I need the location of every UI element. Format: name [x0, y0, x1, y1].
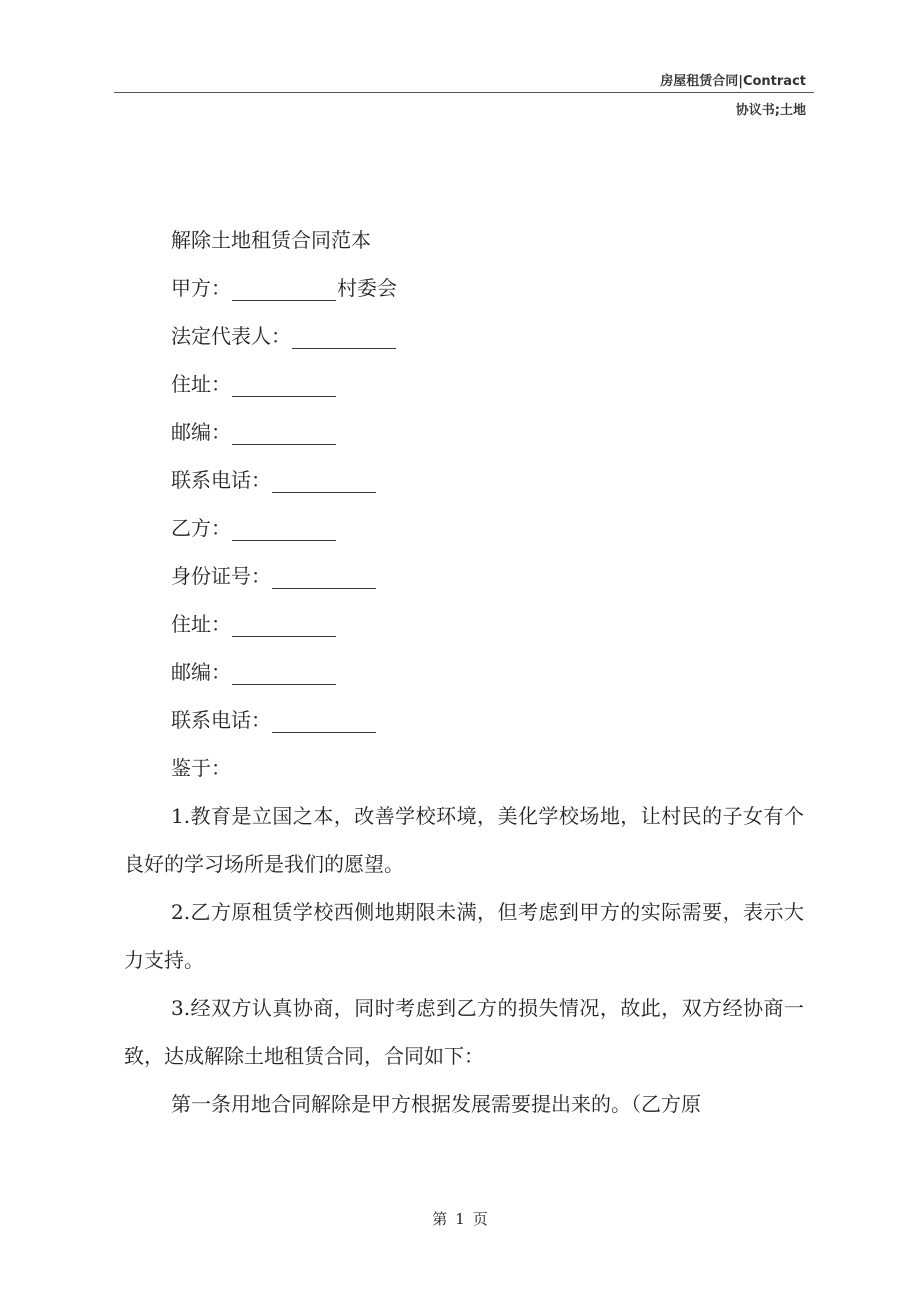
paragraph-2: 2.乙方原租赁学校西侧地期限未满，但考虑到甲方的实际需要，表示大力支持。: [124, 900, 804, 972]
header-subtitle: 协议书;土地: [735, 103, 806, 118]
party-b-line: [124, 504, 804, 552]
paragraph-article-1: 第一条用地合同解除是甲方根据发展需要提出来的。（乙方原: [171, 1092, 701, 1116]
footer-prefix: 第: [432, 1210, 448, 1228]
header-title: 房屋租赁合同|Contract: [660, 74, 806, 89]
phone-b-blank: [272, 704, 376, 733]
document-body: [124, 216, 804, 1128]
address-b-label: 住址：: [171, 612, 231, 636]
postcode-a-line: [124, 408, 804, 456]
phone-b-line: [124, 696, 804, 744]
phone-a-label: 联系电话：: [171, 468, 271, 492]
legal-rep-blank: [292, 320, 396, 349]
party-a-blank: [232, 272, 336, 301]
id-number-blank: [272, 560, 376, 589]
header-divider: [114, 92, 814, 93]
postcode-b-line: [124, 648, 804, 696]
document-title: 解除土地租赁合同范本: [171, 228, 371, 252]
phone-a-blank: [272, 464, 376, 493]
party-b-blank: [232, 512, 336, 541]
postcode-a-label: 邮编：: [171, 420, 231, 444]
address-a-blank: [232, 368, 336, 397]
footer-suffix: 页: [472, 1210, 488, 1228]
phone-b-label: 联系电话：: [171, 708, 271, 732]
address-a-line: [124, 360, 804, 408]
id-number-line: [124, 552, 804, 600]
id-number-label: 身份证号：: [171, 564, 271, 588]
page-number: 1: [455, 1210, 465, 1228]
paragraph-3: 3.经双方认真协商，同时考虑到乙方的损失情况，故此，双方经协商一致，达成解除土地租赁合同，合同如下：: [124, 996, 804, 1068]
legal-rep-line: [124, 312, 804, 360]
address-b-blank: [232, 608, 336, 637]
page-footer: [0, 1208, 920, 1229]
address-b-line: [124, 600, 804, 648]
postcode-a-blank: [232, 416, 336, 445]
postcode-b-label: 邮编：: [171, 660, 231, 684]
whereas-heading: 鉴于：: [171, 756, 231, 780]
paragraph-1: 1.教育是立国之本，改善学校环境，美化学校场地，让村民的子女有个良好的学习场所是我们的愿望。: [124, 804, 804, 876]
party-a-suffix: 村委会: [337, 276, 397, 300]
party-a-line: [124, 264, 804, 312]
party-b-label: 乙方：: [171, 516, 231, 540]
legal-rep-label: 法定代表人：: [171, 324, 291, 348]
address-a-label: 住址：: [171, 372, 231, 396]
phone-a-line: [124, 456, 804, 504]
postcode-b-blank: [232, 656, 336, 685]
party-a-label: 甲方：: [171, 276, 231, 300]
